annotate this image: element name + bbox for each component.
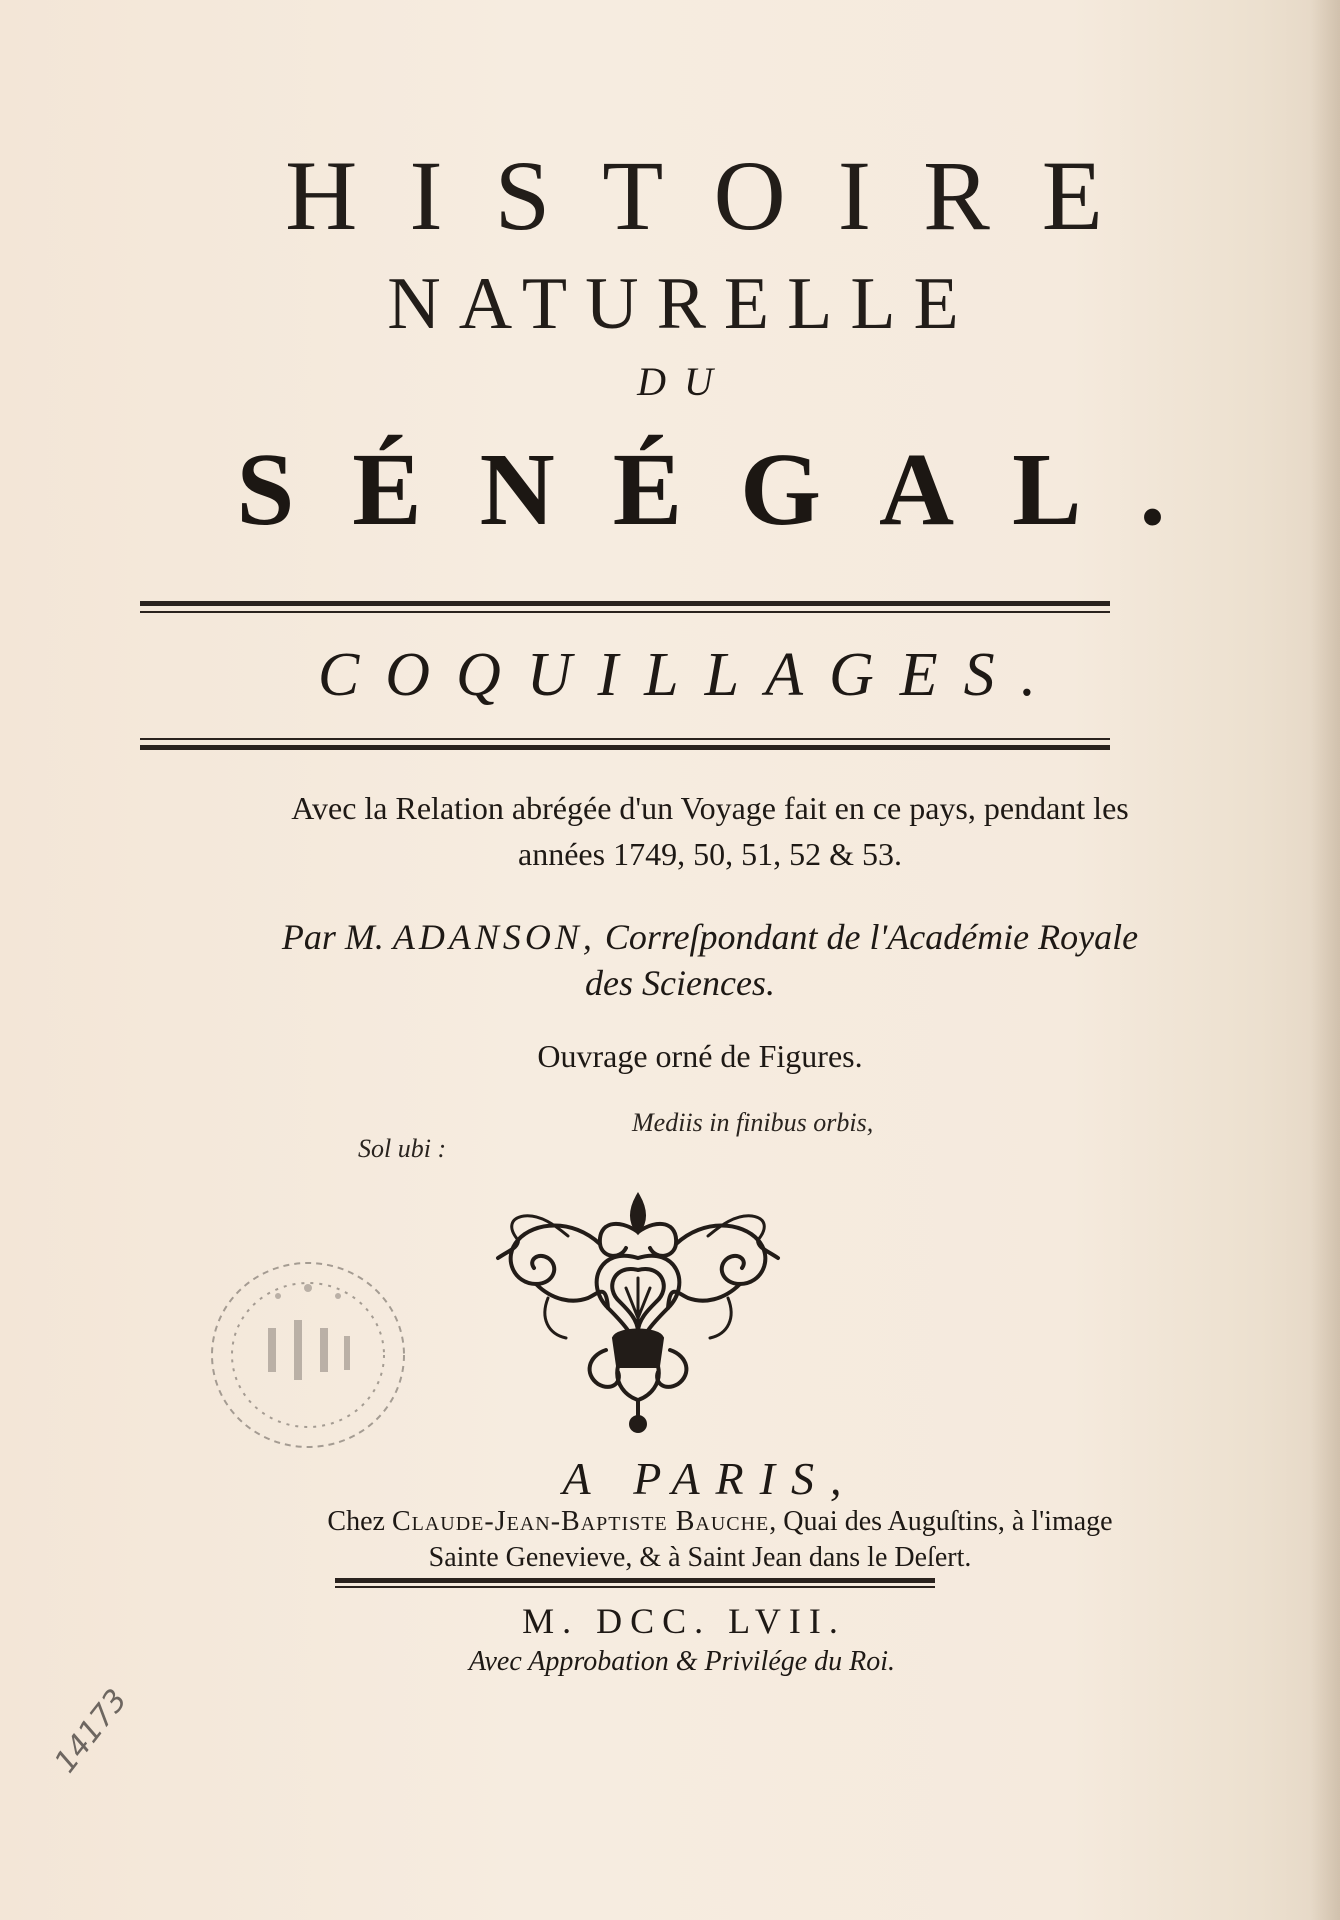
subject-heading: COQUILLAGES. <box>317 641 1063 709</box>
relation-line-1: Avec la Relation abrégée d'un Voyage fait en ce pays, pendant les <box>291 790 1129 826</box>
imprint-address: , Quai des Auguſtins, à l'image <box>769 1506 1113 1537</box>
author-title-2: des Sciences. <box>585 963 775 1003</box>
title-line-du: DU <box>637 359 731 404</box>
double-rule-top <box>140 601 1110 613</box>
imprint-line-1 <box>0 1506 1340 1538</box>
library-stamp-icon <box>198 1250 418 1460</box>
author-by: Par M. <box>281 917 384 957</box>
imprint-printer: Claude-Jean-Baptiste Bauche <box>391 1506 770 1537</box>
title-line-senegal: SÉNÉGAL. <box>236 432 1224 547</box>
double-rule-middle <box>140 738 1110 750</box>
relation-line-2: années 1749, 50, 51, 52 & 53. <box>518 836 902 872</box>
title-line-naturelle: NATURELLE <box>387 263 977 345</box>
epigraph-left: Sol ubi : <box>358 1134 447 1163</box>
double-rule-bottom <box>335 1578 935 1588</box>
author-name: ADANSON, <box>392 917 596 957</box>
ouvrage-line: Ouvrage orné de Figures. <box>537 1038 863 1074</box>
printers-ornament-icon <box>488 1188 788 1438</box>
author-title-1: Correſpondant de l'Académie Royale <box>604 917 1139 957</box>
epigraph-right: Mediis in finibus orbis, <box>632 1108 874 1137</box>
publication-year: M. DCC. LVII. <box>522 1601 846 1641</box>
pencil-shelfmark: 14173 <box>48 1682 135 1780</box>
author-line-1 <box>0 916 1340 958</box>
imprint-line-2: Sainte Genevieve, & à Saint Jean dans le Deſert. <box>428 1542 972 1573</box>
approbation-line: Avec Approbation & Privilége du Roi. <box>468 1646 896 1677</box>
imprint-chez: Chez <box>327 1506 385 1537</box>
title-line-histoire: HISTOIRE <box>285 140 1155 251</box>
imprint-city: A PARIS, <box>562 1453 858 1504</box>
